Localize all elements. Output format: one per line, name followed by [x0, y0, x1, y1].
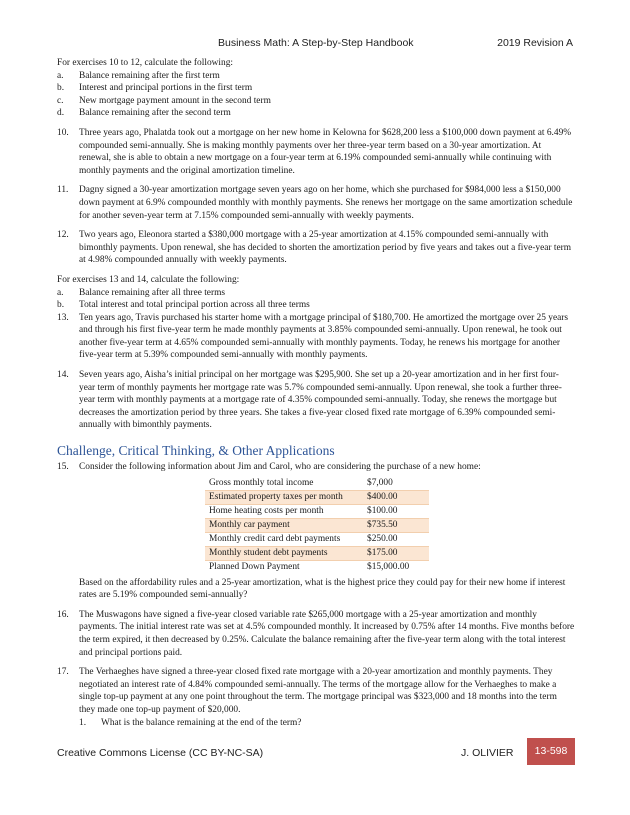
exercise-17-subquestion: 1. What is the balance remaining at the end of the term?: [79, 717, 302, 728]
exercise-14: 14. Seven years ago, Aisha’s initial principal on her mortgage was $295,900. She set up a 20-year amortization and in her first four-year term of monthly payments her mortgage rate was 5.7% compounded semi-annually. Upon renewal, she took a further three-year term with monthly payments at a mortgage rate of 4.35% compounded semi-annually. Today, she renews the mortgage but decreases the amortization period by three years. She takes a five-year closed fixed rate mortgage of 6.39% compounded semi-annually with bimonthly payments.: [57, 370, 562, 431]
table-row: Estimated property taxes per month $400.00: [205, 490, 429, 504]
running-header-revision: 2019 Revision A: [497, 37, 573, 49]
list-item: d. Balance remaining after the second term: [57, 108, 231, 119]
list-item: b. Total interest and total principal portion across all three terms: [57, 300, 310, 311]
exercise-11: 11. Dagny signed a 30-year amortization mortgage seven years ago on her home, which she purchased for $984,000 less a $150,000 down payment at 6.9% compounded monthly with monthly payments. She renews her mortgage on the same amortization schedule for another seven-year term at 7.15% compounded semi-annually with weekly payments.: [57, 185, 573, 221]
license-footer: Creative Commons License (CC BY-NC-SA): [57, 747, 264, 759]
list-item: a. Balance remaining after the first term: [57, 70, 220, 81]
exercise-15: 15. Consider the following information about Jim and Carol, who are considering the purchase of a new home:: [57, 462, 481, 473]
exercise-12: 12. Two years ago, Eleonora started a $380,000 mortgage with a 25-year amortization at 4.15% compounded semi-annually with bimonthly payments. Upon renewal, she has decided to shorten the amortization period by five years and takes out a five-year term at 4.98% compounded annually with weekly payments.: [57, 230, 572, 266]
list-item: a. Balance remaining after all three terms: [57, 287, 226, 298]
section-heading: Challenge, Critical Thinking, & Other Applications: [57, 443, 335, 459]
exercise-13: 13. Ten years ago, Travis purchased his starter home with a mortgage principal of $180,700. He amortized the mortgage over 25 years and through his first five-year term he made monthly payments at 3.85% compounded semi-annually. Upon renewal, he took out another five-year term at 4.65% compounded semi-annually with monthly payments. Today, he renews his mortgage for another five-year term at 5.39% compounded semi-annually with monthly payments.: [57, 312, 569, 361]
budget-table: [205, 477, 429, 574]
exercise-17: 17. The Verhaeghes have signed a three-year closed fixed rate mortgage with a 20-year amortization and monthly payments. They negotiated an interest rate of 4.84% compounded semi-annually. The terms of the mortgage allow for the Verhaeghes to make a single top-up payment at any one point throughout the term. The mortgage principal was $323,000 and 18 months into the term they made one top-up payment of $20,000.: [57, 667, 557, 715]
exercise-10: 10. Three years ago, Phalatda took out a mortgage on her new home in Kelowna for $628,200 less a $100,000 down payment at 6.49% compounded semi-annually. She is making monthly payments over her three-year term based on a 30-year amortization. At renewal, she is able to obtain a new mortgage on a four-year term at 6.19% compounded semi-annually while continuing with monthly payments and the original amortization timeline.: [57, 127, 572, 176]
page-number-badge: 13-598: [527, 738, 575, 765]
table-row: Gross monthly total income $7,000: [205, 477, 429, 491]
table-row: Home heating costs per month $100.00: [205, 504, 429, 518]
exercise-16: 16. The Muswagons have signed a five-year closed variable rate $265,000 mortgage with a 25-year amortization and monthly payments. The initial interest rate was set at 4.5% compounded monthly. It increased by 0.75% after 14 months. Five months before the term expired, it then decreased by 0.25%. Calculate the balance remaining after the five-year term along with the total interest and principal portions paid.: [57, 609, 575, 658]
table-row: Monthly car payment $735.50: [205, 518, 429, 532]
exercise-instructions: For exercises 10 to 12, calculate the following:: [57, 58, 233, 68]
running-header-title: Business Math: A Step-by-Step Handbook: [218, 37, 414, 49]
instruction-list: [57, 287, 575, 312]
list-item: b. Interest and principal portions in the first term: [57, 83, 253, 94]
table-row: Monthly credit card debt payments $250.00: [205, 532, 429, 546]
table-row: Monthly student debt payments $175.00: [205, 546, 429, 560]
exercise-instructions: For exercises 13 and 14, calculate the following:: [57, 274, 240, 285]
instruction-list: [57, 70, 575, 120]
page-content: [57, 57, 575, 729]
author-footer: J. OLIVIER: [461, 747, 514, 759]
exercise-15-question: Based on the affordability rules and a 25-year amortization, what is the highest price they could pay for their new home if interest rates are 5.19% compounded semi-annually?: [79, 577, 566, 601]
list-item: c. New mortgage payment amount in the second term: [57, 95, 271, 106]
table-row: Planned Down Payment $15,000.00: [209, 561, 410, 572]
